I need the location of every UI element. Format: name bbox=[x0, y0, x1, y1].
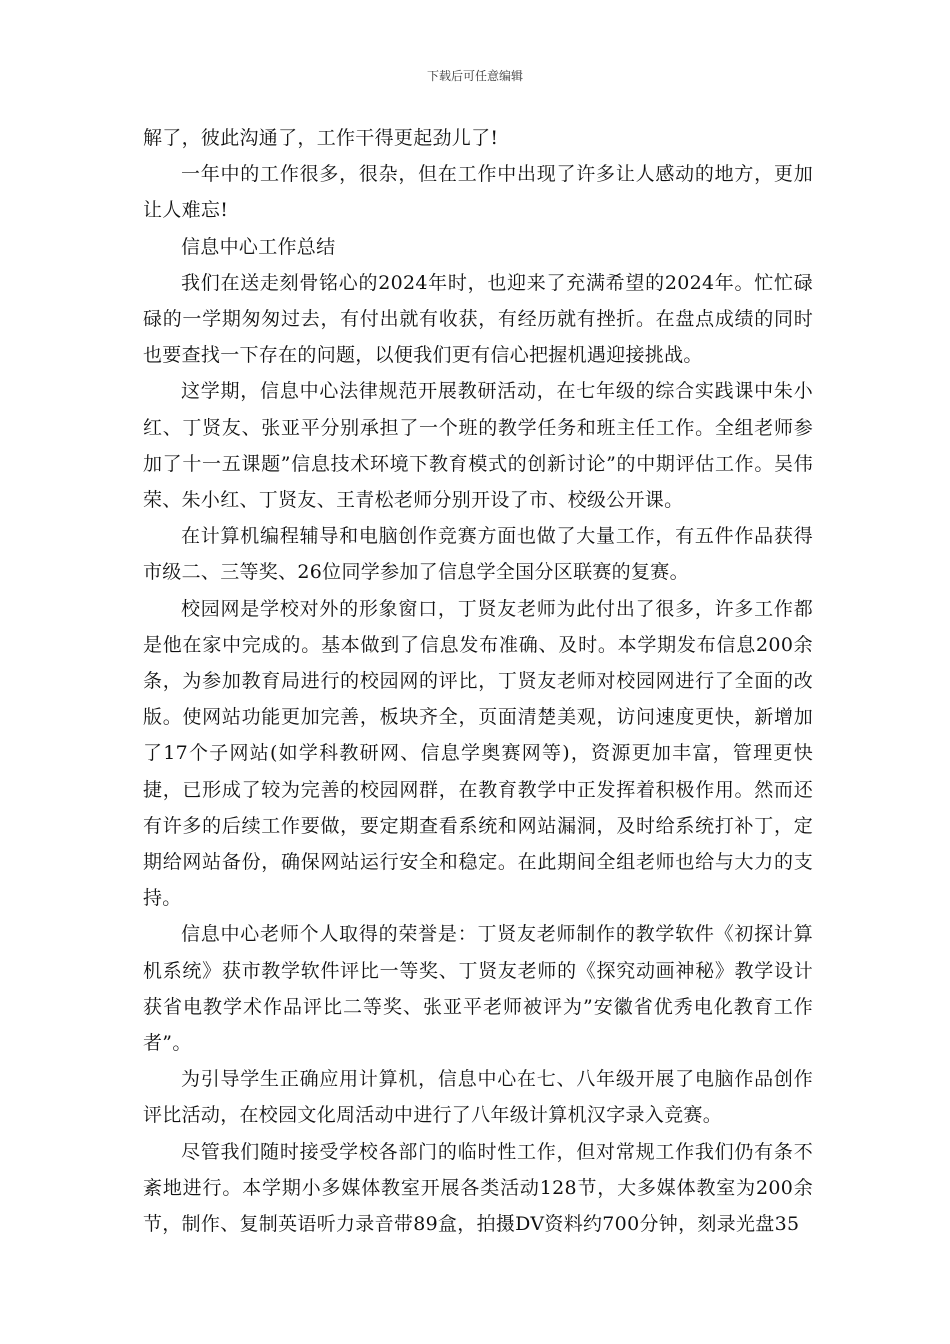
paragraph: 一年中的工作很多，很杂，但在工作中出现了许多让人感动的地方，更加让人难忘! bbox=[143, 163, 813, 222]
page-header: 下载后可任意编辑 bbox=[426, 69, 523, 83]
paragraph: 信息中心老师个人取得的荣誉是：丁贤友老师制作的教学软件《初探计算机系统》获市教学软件评比一等奖、丁贤友老师的《探究动画神秘》教学设计获省电教学术作品评比二等奖、张亚平老师被评为”安徽省优秀电化教育工作者”。 bbox=[143, 923, 813, 1055]
section-title: 信息中心工作总结 bbox=[181, 235, 336, 258]
paragraph: 校园网是学校对外的形象窗口，丁贤友老师为此付出了很多，许多工作都是他在家中完成的。基本做到了信息发布准确、及时。本学期发布信息200余条，为参加教育局进行的校园网的评比，丁贤友老师对校园网进行了全面的改版。使网站功能更加完善，板块齐全，页面清楚美观，访问速度更快，新增加了17个子网站(如学科教研网、信息学奥赛网等)，资源更加丰富，管理更快捷，已形成了较为完善的校园网群，在教育教学中正发挥着积极作用。然而还有许多的后续工作要做，要定期查看系统和网站漏洞，及时给系统打补丁，定期给网站备份，确保网站运行安全和稳定。在此期间全组老师也给与大力的支持。 bbox=[143, 597, 813, 910]
paragraph: 在计算机编程辅导和电脑创作竞赛方面也做了大量工作，有五件作品获得市级二、三等奖、26位同学参加了信息学全国分区联赛的复赛。 bbox=[143, 525, 813, 584]
document-body bbox=[143, 120, 813, 1242]
paragraph: 我们在送走刻骨铭心的2024年时，也迎来了充满希望的2024年。忙忙碌碌的一学期匆匆过去，有付出就有收获，有经历就有挫折。在盘点成绩的同时也要查找一下存在的问题，以便我们更有信心把握机遇迎接挑战。 bbox=[143, 271, 813, 367]
paragraph-continuation: 解了，彼此沟通了，工作干得更起劲儿了! bbox=[143, 127, 499, 149]
paragraph: 这学期，信息中心法律规范开展教研活动，在七年级的综合实践课中朱小红、丁贤友、张亚平分别承担了一个班的教学任务和班主任工作。全组老师参加了十一五课题”信息技术环境下教育模式的创新讨论”的中期评估工作。吴伟荣、朱小红、丁贤友、王青松老师分别开设了市、校级公开课。 bbox=[143, 380, 813, 512]
paragraph: 尽管我们随时接受学校各部门的临时性工作，但对常规工作我们仍有条不紊地进行。本学期小多媒体教室开展各类活动128节，大多媒体教室为200余节，制作、复制英语听力录音带89盒，拍摄DV资料约700分钟，刻录光盘35 bbox=[143, 1140, 813, 1236]
paragraph: 为引导学生正确应用计算机，信息中心在七、八年级开展了电脑作品创作评比活动，在校园文化周活动中进行了八年级计算机汉字录入竞赛。 bbox=[143, 1068, 813, 1127]
